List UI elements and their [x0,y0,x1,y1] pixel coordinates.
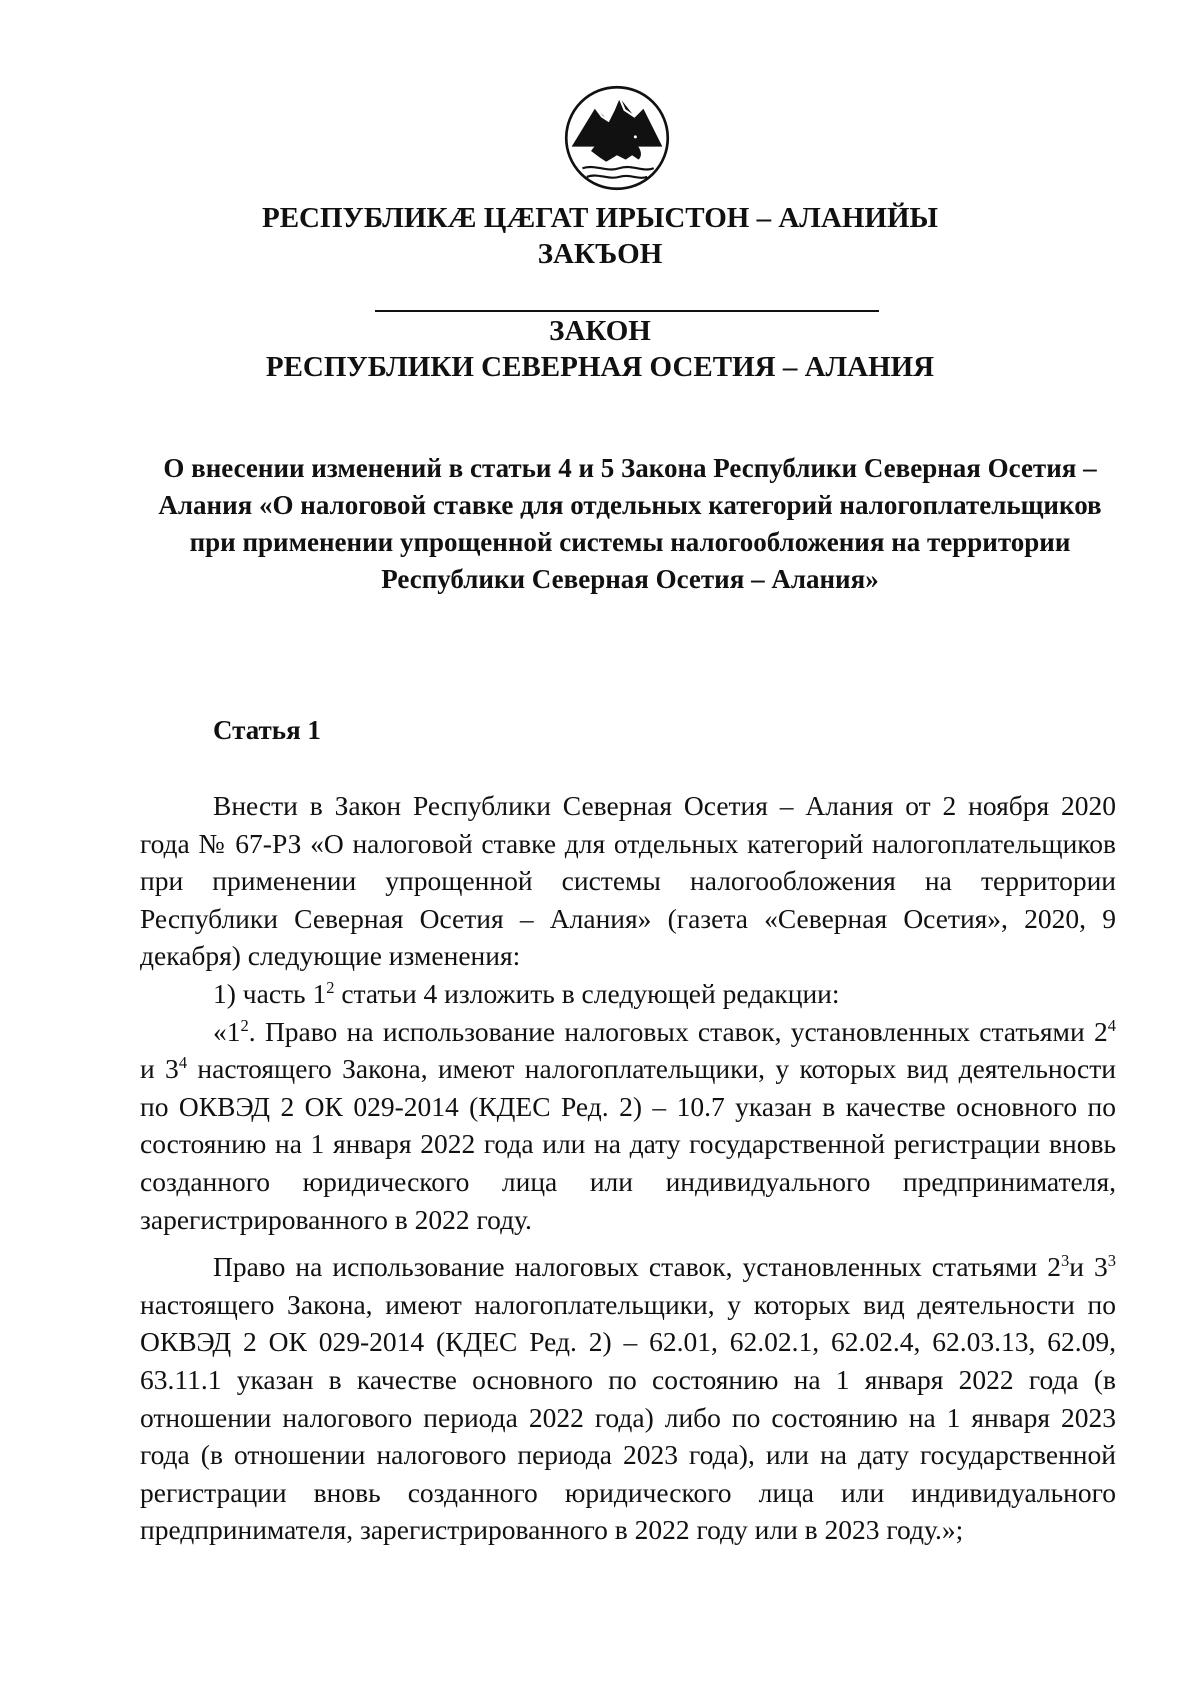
republic-title-russian: РЕСПУБЛИКИ СЕВЕРНАЯ ОСЕТИЯ – АЛАНИЯ [265,351,935,383]
article-title: Статья 1 [213,715,321,745]
law-label-russian: ЗАКОН [549,315,651,347]
law-subject-title: О внесении изменений в статьи 4 и 5 Закона Республики Северная Осетия – Алания «О налоговой ставке для отдельных категорий налогоплательщиков при применении упрощенной системы налогообложения на территории Республики Северная Осетия – Алания» [158,453,1102,594]
paragraph-amendment-2: Право на использование налоговых ставок, установленных статьями $2^3и$ $3^3$ настоящего Закона, имеют налогоплательщики, у которых вид деятельности по ОКВЭД 2 ОК 029-2014 (КДЕС Ред. 2) – 62.01, 62.02.1, 62.02.4, 62.03.13, 62.09, 63.11.1 указан в качестве основного по состоянию на 1 января 2022 года (в отношении налогового периода 2022 года) либо по состоянию на 1 января 2023 года (в отношении налогового периода 2023 года), или на дату государственной регистрации вновь созданного юридического лица или индивидуального предпринимателя, зарегистрированного в 2022 году или в 2023 году.»; [140,1250,1117,1546]
paragraph-amendment-1: «$1^2$. Право на использование налоговых ставок, установленных статьями $2^4$ и $3^4$ настоящего Закона, имеют налогоплательщики, у которых вид деятельности по ОКВЭД 2 ОК 029-2014 (КДЕС Ред. 2) – 10.7 указан в качестве основного по состоянию на 1 января 2022 года или на дату государственной регистрации вновь созданного юридического лица или индивидуального предпринимателя, зарегистрированного в 2022 году. [140,1015,1116,1235]
article-body [140,787,1116,1549]
paragraph-intro: Внести в Закон Республики Северная Осетия – Алания от 2 ноября 2020 года № 67-РЗ «О налоговой ставке для отдельных категорий налогоплательщиков при применении упрощенной системы налогообложения на территории Республики Северная Осетия – Алания» (газета «Северная Осетия», 2020, 9 декабря) следующие изменения: [140,790,1116,972]
coat-of-arms-icon [563,84,671,192]
republic-title-ossetic: РЕСПУБЛИКӔ ЦӔГАТ ИРЫСТОН – АЛАНИЙЫ [262,202,938,234]
header-divider [375,310,879,312]
law-label-ossetic: ЗАКЪОН [537,238,663,270]
paragraph-item-1: 1) часть $1^2$ статьи 4 изложить в следующей редакции: [213,977,840,1009]
